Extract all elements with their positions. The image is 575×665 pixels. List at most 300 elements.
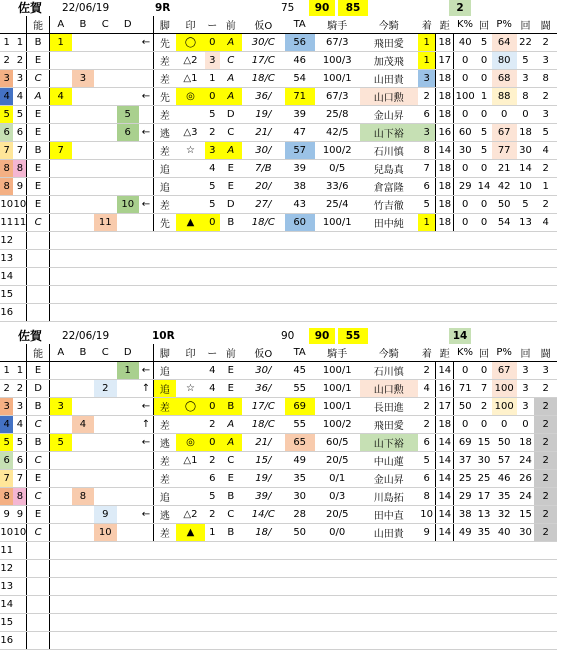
empty-cell xyxy=(492,632,517,650)
empty-cell xyxy=(72,632,94,650)
empty-row xyxy=(0,250,575,268)
mark-rank: 2 xyxy=(205,124,220,142)
empty-cell xyxy=(476,542,492,560)
empty-cell xyxy=(360,268,418,286)
empty-cell xyxy=(205,286,220,304)
col-b xyxy=(72,160,94,178)
distance: 18 xyxy=(436,178,454,196)
arrow-icon: ← xyxy=(139,362,154,380)
arrow-icon: ← xyxy=(139,398,154,416)
empty-cell xyxy=(153,286,175,304)
prediction-mark xyxy=(176,416,205,434)
empty-cell xyxy=(534,560,556,578)
empty-cell xyxy=(117,596,139,614)
jockey-name: 川島拓 xyxy=(360,488,418,506)
distance: 18 xyxy=(436,88,454,106)
track-name: 佐賀 xyxy=(18,1,43,15)
arrow-icon xyxy=(139,142,154,160)
p-percent: 40 xyxy=(492,524,517,542)
empty-cell xyxy=(72,614,94,632)
empty-cell xyxy=(454,542,476,560)
empty-cell xyxy=(49,542,71,560)
fight-value: 1 xyxy=(534,178,556,196)
empty-row xyxy=(0,232,575,250)
jockey-name: 倉富隆 xyxy=(360,178,418,196)
waku-number: 6 xyxy=(0,452,13,470)
table-row xyxy=(0,362,575,380)
table-row xyxy=(0,70,575,88)
empty-cell xyxy=(13,286,26,304)
fight-value: 2 xyxy=(534,470,556,488)
empty-cell xyxy=(534,632,556,650)
empty-cell xyxy=(220,596,242,614)
empty-cell xyxy=(205,304,220,322)
ta-score: 38 xyxy=(285,178,315,196)
waku-number: 11 xyxy=(0,214,13,232)
empty-cell xyxy=(534,304,556,322)
table-row xyxy=(0,488,575,506)
col-b xyxy=(72,196,94,214)
empty-cell xyxy=(220,578,242,596)
column-header: TA xyxy=(285,16,315,34)
k-percent: 25 xyxy=(454,470,476,488)
empty-cell xyxy=(117,268,139,286)
waku-number: 1 xyxy=(0,362,13,380)
empty-cell xyxy=(492,250,517,268)
column-header: TA xyxy=(285,344,315,362)
running-style: 逃 xyxy=(153,434,175,452)
race-10-panel xyxy=(0,328,575,650)
jockey-name: 兒島真 xyxy=(360,160,418,178)
mark-grade: A xyxy=(220,416,242,434)
jockey-rate: 67/3 xyxy=(315,88,360,106)
horse-number: 6 xyxy=(13,452,26,470)
ability-grade: B xyxy=(27,398,49,416)
ta-score: 30 xyxy=(285,488,315,506)
empty-cell xyxy=(176,232,205,250)
empty-cell xyxy=(139,632,154,650)
k-percent: 0 xyxy=(454,160,476,178)
empty-cell xyxy=(517,286,535,304)
empty-cell xyxy=(242,304,285,322)
mark-grade: D xyxy=(220,196,242,214)
empty-cell xyxy=(454,614,476,632)
col-c xyxy=(94,470,116,488)
jockey-name: 山下裕 xyxy=(360,124,418,142)
p-count: 24 xyxy=(517,452,535,470)
value-2: 90 xyxy=(309,0,335,16)
mark-grade: B xyxy=(220,214,242,232)
col-a: 3 xyxy=(49,398,71,416)
empty-cell xyxy=(176,614,205,632)
waku-number: 8 xyxy=(0,160,13,178)
ta-score: 54 xyxy=(285,70,315,88)
column-header: 着 xyxy=(418,16,436,34)
running-style: 先 xyxy=(153,34,175,52)
horse-number: 5 xyxy=(13,434,26,452)
empty-row xyxy=(0,286,575,304)
p-percent: 0 xyxy=(492,106,517,124)
empty-cell xyxy=(492,232,517,250)
ability-grade: B xyxy=(27,142,49,160)
col-b xyxy=(72,178,94,196)
col-c: 2 xyxy=(94,380,116,398)
ability-grade xyxy=(27,304,49,322)
ability-grade: A xyxy=(27,88,49,106)
col-d xyxy=(117,214,139,232)
horse-number: 10 xyxy=(13,196,26,214)
empty-cell xyxy=(315,304,360,322)
jockey-rate: 0/0 xyxy=(315,524,360,542)
col-b xyxy=(72,52,94,70)
empty-cell xyxy=(454,286,476,304)
col-b xyxy=(72,452,94,470)
header-row xyxy=(0,16,575,34)
running-style: 追 xyxy=(153,362,175,380)
empty-cell xyxy=(49,250,71,268)
horse-number: 11 xyxy=(13,214,26,232)
empty-cell xyxy=(13,560,26,578)
finish: 6 xyxy=(418,434,436,452)
col-b xyxy=(72,34,94,52)
empty-cell xyxy=(242,232,285,250)
distance: 14 xyxy=(436,362,454,380)
prediction-mark: ▲ xyxy=(176,214,205,232)
col-a xyxy=(49,214,71,232)
k-count: 5 xyxy=(476,124,492,142)
header-spacer xyxy=(0,344,13,362)
col-a: 7 xyxy=(49,142,71,160)
odds-estimate: 14/C xyxy=(242,506,285,524)
column-header: 回 xyxy=(476,16,492,34)
empty-cell xyxy=(139,542,154,560)
mark-rank: 3 xyxy=(205,142,220,160)
ability-grade: C xyxy=(27,416,49,434)
empty-cell xyxy=(49,286,71,304)
distance: 16 xyxy=(436,380,454,398)
fight-value: 3 xyxy=(534,362,556,380)
prediction-mark: ☆ xyxy=(176,380,205,398)
ta-score: 47 xyxy=(285,124,315,142)
empty-cell xyxy=(49,268,71,286)
finish: 2 xyxy=(418,88,436,106)
empty-cell xyxy=(534,268,556,286)
empty-cell xyxy=(242,286,285,304)
ability-grade: C xyxy=(27,214,49,232)
p-count: 3 xyxy=(517,380,535,398)
empty-row xyxy=(0,578,575,596)
col-d: 5 xyxy=(117,106,139,124)
race-header xyxy=(0,328,575,344)
empty-cell xyxy=(476,304,492,322)
race-number: 9R xyxy=(155,2,171,14)
distance: 18 xyxy=(436,34,454,52)
empty-cell xyxy=(418,304,436,322)
race-date: 22/06/19 xyxy=(62,2,110,14)
k-percent: 40 xyxy=(454,34,476,52)
empty-cell xyxy=(517,304,535,322)
empty-cell xyxy=(117,578,139,596)
empty-cell xyxy=(285,632,315,650)
k-percent: 0 xyxy=(454,106,476,124)
track-name: 佐賀 xyxy=(18,329,43,343)
empty-cell xyxy=(476,250,492,268)
horse-number: 2 xyxy=(13,380,26,398)
p-count: 0 xyxy=(517,416,535,434)
p-percent: 32 xyxy=(492,506,517,524)
empty-cell xyxy=(205,596,220,614)
mark-rank: 1 xyxy=(205,524,220,542)
table-row xyxy=(0,124,575,142)
race-table xyxy=(0,344,575,650)
empty-cell xyxy=(360,542,418,560)
jockey-name: 金山昇 xyxy=(360,470,418,488)
empty-cell xyxy=(492,268,517,286)
jockey-name: 石川慎 xyxy=(360,142,418,160)
jockey-rate: 0/5 xyxy=(315,160,360,178)
empty-cell xyxy=(49,578,71,596)
waku-number: 10 xyxy=(0,524,13,542)
col-d xyxy=(117,88,139,106)
running-style: 差 xyxy=(153,106,175,124)
ability-grade xyxy=(27,542,49,560)
k-count: 35 xyxy=(476,524,492,542)
running-style: 先 xyxy=(153,214,175,232)
empty-cell xyxy=(418,632,436,650)
ability-grade: E xyxy=(27,52,49,70)
distance: 17 xyxy=(436,52,454,70)
col-c xyxy=(94,88,116,106)
prediction-mark xyxy=(176,196,205,214)
finish: 3 xyxy=(418,124,436,142)
horse-number: 9 xyxy=(13,506,26,524)
k-percent: 38 xyxy=(454,506,476,524)
empty-cell xyxy=(72,304,94,322)
col-d xyxy=(117,52,139,70)
prediction-mark xyxy=(176,178,205,196)
ability-grade: C xyxy=(27,488,49,506)
empty-cell xyxy=(220,286,242,304)
col-c xyxy=(94,452,116,470)
column-header: 今騎 xyxy=(360,16,418,34)
empty-cell xyxy=(205,232,220,250)
empty-cell xyxy=(517,578,535,596)
empty-cell xyxy=(242,250,285,268)
mark-grade: C xyxy=(220,124,242,142)
empty-cell xyxy=(176,578,205,596)
table-row xyxy=(0,452,575,470)
race-header xyxy=(0,0,575,16)
waku-number: 5 xyxy=(0,434,13,452)
empty-cell xyxy=(285,250,315,268)
header-spacer xyxy=(0,16,13,34)
mark-grade: A xyxy=(220,88,242,106)
ability-grade: E xyxy=(27,196,49,214)
ta-score: 45 xyxy=(285,362,315,380)
empty-cell xyxy=(176,560,205,578)
col-d xyxy=(117,488,139,506)
mark-rank: 1 xyxy=(205,70,220,88)
empty-cell xyxy=(176,304,205,322)
p-count: 13 xyxy=(517,214,535,232)
empty-cell xyxy=(476,596,492,614)
empty-cell xyxy=(117,286,139,304)
waku-number: 7 xyxy=(0,470,13,488)
k-percent: 0 xyxy=(454,416,476,434)
empty-cell xyxy=(139,268,154,286)
finish: 1 xyxy=(418,214,436,232)
empty-cell xyxy=(94,268,116,286)
finish: 8 xyxy=(418,142,436,160)
col-c xyxy=(94,362,116,380)
k-percent: 29 xyxy=(454,488,476,506)
running-style: 差 xyxy=(153,524,175,542)
mark-grade: A xyxy=(220,434,242,452)
col-d xyxy=(117,380,139,398)
col-c xyxy=(94,106,116,124)
col-b: 3 xyxy=(72,70,94,88)
ta-score: 65 xyxy=(285,434,315,452)
empty-cell xyxy=(534,578,556,596)
empty-cell xyxy=(360,250,418,268)
col-d xyxy=(117,160,139,178)
row-number: 15 xyxy=(0,614,13,632)
mark-grade: A xyxy=(220,70,242,88)
empty-cell xyxy=(153,596,175,614)
mark-grade: A xyxy=(220,34,242,52)
mark-grade: C xyxy=(220,452,242,470)
empty-cell xyxy=(117,304,139,322)
empty-cell xyxy=(315,268,360,286)
empty-cell xyxy=(360,632,418,650)
ta-score: 28 xyxy=(285,506,315,524)
empty-cell xyxy=(242,632,285,650)
fight-value: 2 xyxy=(534,380,556,398)
p-percent: 46 xyxy=(492,470,517,488)
col-d xyxy=(117,470,139,488)
col-d xyxy=(117,506,139,524)
col-c xyxy=(94,52,116,70)
finish: 1 xyxy=(418,34,436,52)
empty-cell xyxy=(517,268,535,286)
running-style: 差 xyxy=(153,398,175,416)
jockey-rate: 67/3 xyxy=(315,34,360,52)
arrow-icon: ← xyxy=(139,196,154,214)
value-1: 75 xyxy=(281,2,295,14)
finish: 2 xyxy=(418,416,436,434)
fight-value: 2 xyxy=(534,160,556,178)
empty-cell xyxy=(205,578,220,596)
mark-grade: E xyxy=(220,178,242,196)
distance: 17 xyxy=(436,398,454,416)
jockey-name: 長田進 xyxy=(360,398,418,416)
odds-estimate: 17/C xyxy=(242,52,285,70)
fight-value: 2 xyxy=(534,434,556,452)
col-c xyxy=(94,398,116,416)
empty-cell xyxy=(517,250,535,268)
column-header: ー xyxy=(205,16,220,34)
jockey-rate: 60/5 xyxy=(315,434,360,452)
empty-cell xyxy=(517,560,535,578)
table-row xyxy=(0,106,575,124)
col-a xyxy=(49,380,71,398)
ability-grade xyxy=(27,614,49,632)
empty-cell xyxy=(436,250,454,268)
finish: 2 xyxy=(418,398,436,416)
row-number: 13 xyxy=(0,250,13,268)
ability-grade: E xyxy=(27,506,49,524)
empty-cell xyxy=(139,232,154,250)
col-a xyxy=(49,452,71,470)
col-b xyxy=(72,398,94,416)
arrow-icon: ← xyxy=(139,506,154,524)
empty-row xyxy=(0,560,575,578)
empty-cell xyxy=(13,632,26,650)
col-b: 8 xyxy=(72,488,94,506)
p-count: 18 xyxy=(517,124,535,142)
prediction-mark: ▲ xyxy=(176,524,205,542)
finish: 6 xyxy=(418,470,436,488)
ability-grade: E xyxy=(27,106,49,124)
empty-cell xyxy=(94,596,116,614)
p-percent: 64 xyxy=(492,34,517,52)
value-3: 85 xyxy=(338,0,368,16)
ability-grade xyxy=(27,560,49,578)
distance: 14 xyxy=(436,434,454,452)
empty-cell xyxy=(49,632,71,650)
ta-score: 69 xyxy=(285,398,315,416)
column-header: K% xyxy=(454,344,476,362)
distance: 14 xyxy=(436,452,454,470)
empty-cell xyxy=(205,542,220,560)
finish: 6 xyxy=(418,106,436,124)
prediction-mark xyxy=(176,488,205,506)
column-header: 能 xyxy=(27,344,49,362)
empty-cell xyxy=(454,250,476,268)
empty-cell xyxy=(418,250,436,268)
table-row xyxy=(0,470,575,488)
row-number: 13 xyxy=(0,578,13,596)
running-style: 差 xyxy=(153,416,175,434)
empty-cell xyxy=(242,614,285,632)
waku-number: 1 xyxy=(0,34,13,52)
empty-cell xyxy=(492,596,517,614)
empty-cell xyxy=(436,578,454,596)
ta-score: 55 xyxy=(285,416,315,434)
empty-cell xyxy=(49,304,71,322)
p-percent: 50 xyxy=(492,434,517,452)
col-b xyxy=(72,124,94,142)
column-header: 脚 xyxy=(153,16,175,34)
empty-cell xyxy=(315,560,360,578)
arrow-icon xyxy=(139,178,154,196)
fight-value: 2 xyxy=(534,524,556,542)
empty-cell xyxy=(153,542,175,560)
empty-cell xyxy=(436,560,454,578)
jockey-rate: 100/2 xyxy=(315,142,360,160)
column-header: 今騎 xyxy=(360,344,418,362)
ability-grade xyxy=(27,578,49,596)
empty-cell xyxy=(315,614,360,632)
horse-number: 3 xyxy=(13,70,26,88)
empty-cell xyxy=(49,596,71,614)
distance: 18 xyxy=(436,416,454,434)
empty-cell xyxy=(454,232,476,250)
p-percent: 35 xyxy=(492,488,517,506)
odds-estimate: 30/C xyxy=(242,34,285,52)
ta-score: 57 xyxy=(285,142,315,160)
empty-cell xyxy=(315,250,360,268)
